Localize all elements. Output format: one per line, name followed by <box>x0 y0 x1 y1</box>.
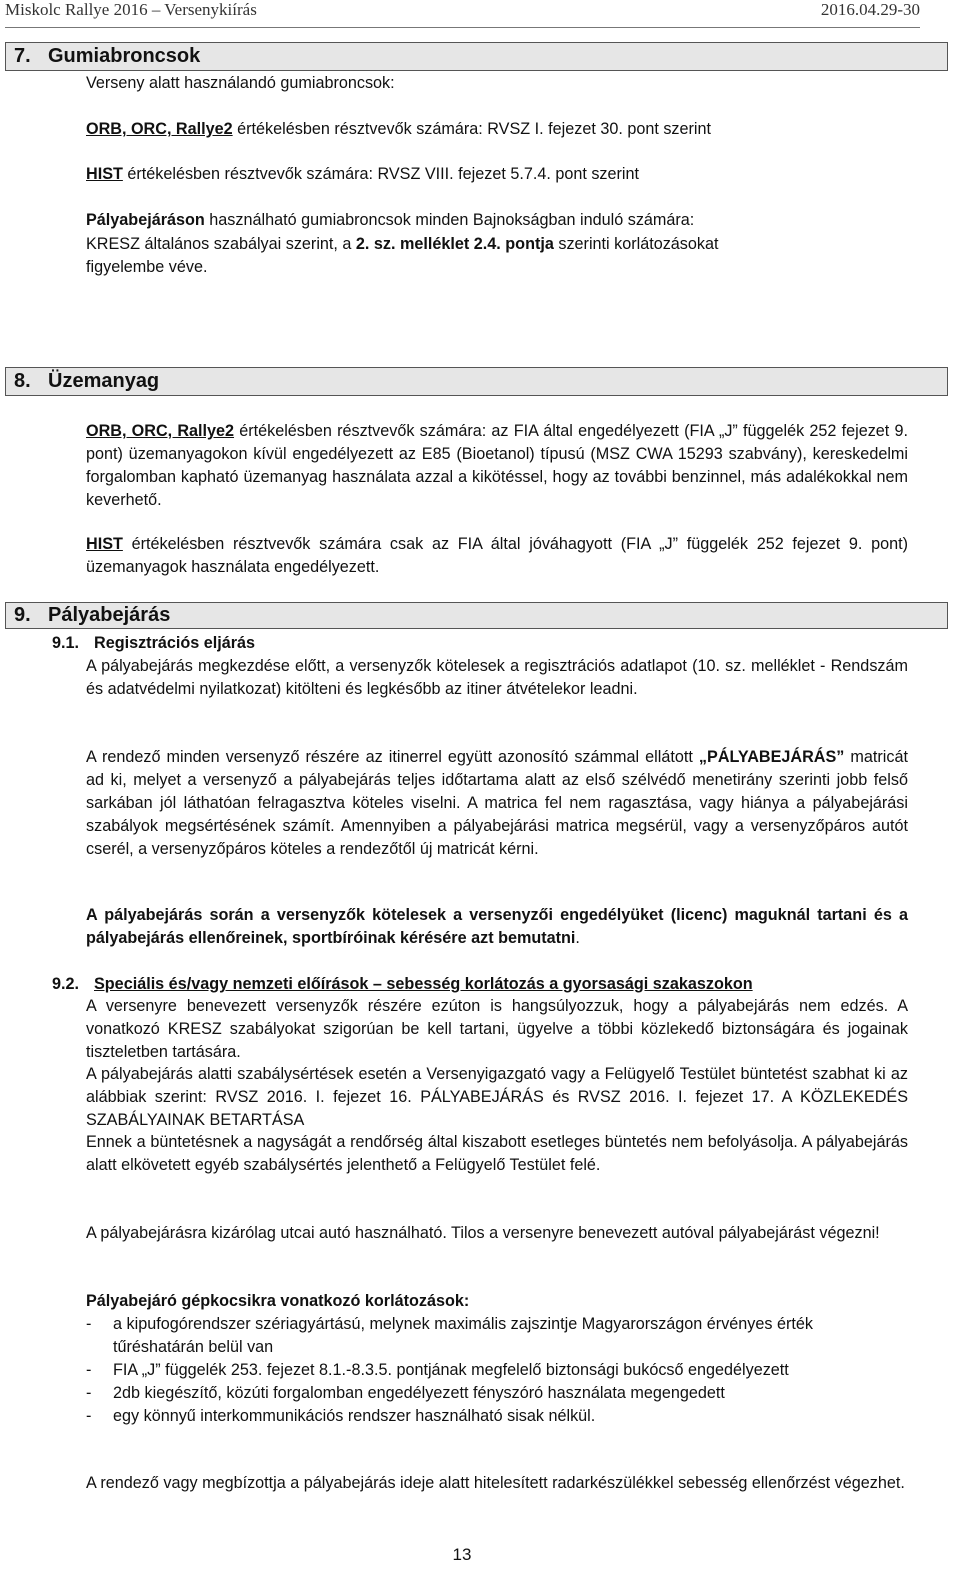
list-item <box>86 1405 908 1428</box>
s7-kresz-line <box>86 233 908 256</box>
hist-text: értékelésben résztvevők számára csak az FIA által jóváhagyott (FIA „J” függelék 252 fejezet 9. pont) üzemanyagok használata engedélyezett. <box>86 535 908 576</box>
dash: - <box>86 1407 92 1425</box>
s7-palya-line <box>86 209 694 232</box>
section-number: 8. <box>14 370 31 392</box>
s8-hist-paragraph <box>86 533 908 579</box>
orb-text: értékelésben résztvevők számára: RVSZ I. fejezet 30. pont szerint <box>232 120 711 138</box>
s7-intro: Verseny alatt használandó gumiabroncsok: <box>86 74 395 92</box>
s91-paragraph-3 <box>86 904 908 950</box>
hist-label: HIST <box>86 165 123 183</box>
subsection-9-1-heading <box>52 632 255 655</box>
list-item-text: a kipufogórendszer szériagyártású, melynek maximális zajszintje Magyarországon érvényes érték tűréshatárán belül van <box>113 1315 813 1356</box>
s8-orb-paragraph <box>86 420 908 512</box>
subsection-number: 9.2. <box>52 975 80 993</box>
kresz-b: 2. sz. melléklet 2.4. pontja <box>355 235 554 253</box>
header-date: 2016.04.29-30 <box>820 0 920 19</box>
p2-a: A rendező minden versenyző részére az itinerrel együtt azonosító számmal ellátott <box>86 748 699 766</box>
dash: - <box>86 1315 92 1333</box>
section-number: 7. <box>14 45 31 67</box>
orb-label: ORB, ORC, Rallye2 <box>86 422 235 440</box>
palya-label: Pályabejáráson <box>86 211 205 229</box>
dash: - <box>86 1384 92 1402</box>
section-title: Gumiabroncsok <box>48 45 201 67</box>
list-item-text: egy könnyű interkommunikációs rendszer használható sisak nélkül. <box>113 1407 596 1425</box>
header-title: Miskolc Rallye 2016 – Versenykiírás <box>5 0 257 19</box>
section-7-heading <box>5 42 948 71</box>
restrictions-list <box>86 1313 908 1428</box>
subsection-number: 9.1. <box>52 634 80 652</box>
hist-text: értékelésben résztvevők számára: RVSZ VIII. fejezet 5.7.4. pont szerint <box>122 165 640 183</box>
subsection-title: Regisztrációs eljárás <box>94 634 256 652</box>
section-title: Üzemanyag <box>48 370 160 392</box>
list-item <box>86 1313 908 1359</box>
header-rule <box>5 27 920 28</box>
kresz-c: szerinti korlátozásokat <box>553 235 719 253</box>
p3-bold: A pályabejárás során a versenyzők kötelesek a versenyzői engedélyüket (licenc) maguknál tartani és a pályabejárás ellenőreinek, sportbíróinak kérésére azt bemutatni <box>86 906 908 947</box>
s92-paragraph-2: A pályabejárás alatti szabálysértések esetén a Versenyigazgató vagy a Felügyelő Testület büntetést szabhat ki az alábbiak szerint: RVSZ 2016. I. fejezet 16. PÁLYABEJÁRÁS és RVSZ 2016. I. fejezet 17. A KÖZLEKEDÉS SZABÁLYAINAK BETARTÁSA <box>86 1065 908 1129</box>
list-item-text: FIA „J” függelék 253. fejezet 8.1.-8.3.5. pontjának megfelelő biztonsági bukócső engedélyezett <box>113 1361 789 1379</box>
p3-end: . <box>575 929 580 947</box>
s7-hist-line <box>86 163 639 186</box>
s92-paragraph-1: A versenyre benevezett versenyzők részére ezúton is hangsúlyozzuk, hogy a pályabejárás nem edzés. A vonatkozó KRESZ szabályokat szigorúan be kell tartani, ügyelve a többi közlekedő biztonságára és jogainak tiszteletben tartására. <box>86 997 908 1061</box>
section-title: Pályabejárás <box>48 604 171 626</box>
orb-label: ORB, ORC, Rallye2 <box>86 120 233 138</box>
orb-text: értékelésben résztvevők számára: az FIA által engedélyezett (FIA „J” függelék 252 fejezet 9. pont) üzemanyagokon kívül engedélyezett az E85 (Bioetanol) típusú (MSZ CWA 15293 szabvány), kereskedelmi forgalomban kapható üzemanyag használata azzal a kikötéssel, hogy az további benzinnel, más adalékokkal nem keverhető. <box>86 422 908 509</box>
list-item <box>86 1382 908 1405</box>
s7-orb-line <box>86 118 711 141</box>
palyabejaras-sticker-label: „PÁLYABEJÁRÁS” <box>698 748 845 766</box>
p2-c: matricát ad ki, melyet a versenyző a pályabejárás teljes időtartama alatt az első szélvédő menetirány szerinti jobb felső sarkában jól láthatóan felragasztva köteles viselni. A matrica fel nem ragasztása, vagy hiánya a pályabejárási szabályok megsértésének számít. Amennyiben a pályabejárási matrica megsérül, vagy a versenyzőpáros autót cserél, a versenyzőpáros köteles a rendezőtől új matricát kérni. <box>86 748 908 858</box>
list-item <box>86 1359 908 1382</box>
s92-paragraph-4: A pályabejárásra kizárólag utcai autó használható. Tilos a versenyre benevezett autóval pályabejárást végezni! <box>86 1224 880 1242</box>
section-8-heading <box>5 367 948 396</box>
page-header <box>0 0 960 22</box>
s92-paragraph-5: A rendező vagy megbízottja a pályabejárás ideje alatt hitelesített radarkészülékkel sebesség ellenőrzést végezhet. <box>86 1474 905 1492</box>
kresz-a: KRESZ általános szabályai szerint, a <box>86 235 356 253</box>
restrictions-title: Pályabejáró gépkocsikra vonatkozó korlátozások: <box>86 1292 470 1310</box>
subsection-9-2-heading <box>52 973 753 996</box>
s92-paragraph-3: Ennek a büntetésnek a nagyságát a rendőrség által kiszabott esetleges büntetés nem befolyásolja. A pályabejárás alatt elkövetett egyéb szabálysértés jelenthető a Felügyelő Testület felé. <box>86 1133 908 1174</box>
page-number: 13 <box>452 1545 472 1564</box>
s91-paragraph-2 <box>86 746 908 861</box>
hist-label: HIST <box>86 535 123 553</box>
section-9-heading <box>5 602 948 629</box>
section-number: 9. <box>14 604 31 626</box>
subsection-title: Speciális és/vagy nemzeti előírások – sebesség korlátozás a gyorsasági szakaszokon <box>94 975 753 993</box>
dash: - <box>86 1361 92 1379</box>
s7-figyelembe: figyelembe véve. <box>86 258 208 276</box>
palya-text: használható gumiabroncsok minden Bajnokságban induló számára: <box>204 211 695 229</box>
s91-paragraph-1: A pályabejárás megkezdése előtt, a versenyzők kötelesek a regisztrációs adatlapot (10. sz. melléklet - Rendszám és adatvédelmi nyilatkozat) kitölteni és legkésőbb az itiner átvételekor leadni. <box>86 657 908 698</box>
list-item-text: 2db kiegészítő, közúti forgalomban engedélyezett fényszóró használata megengedett <box>113 1384 725 1402</box>
